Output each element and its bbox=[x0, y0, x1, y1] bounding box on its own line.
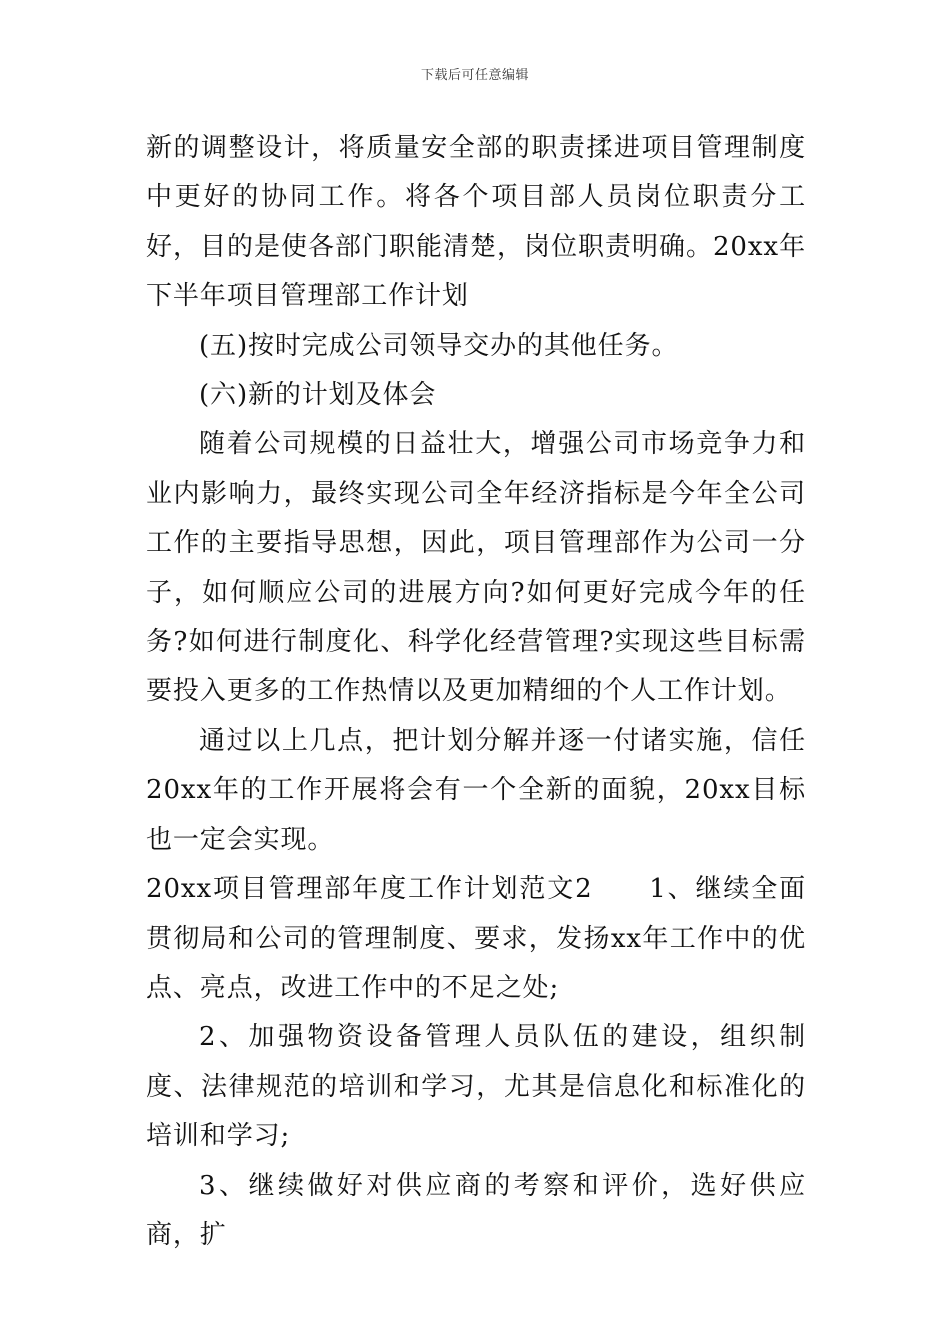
paragraph: 2、加强物资设备管理人员队伍的建设，组织制度、法律规范的培训和学习，尤其是信息化和标准化的培训和学习; bbox=[146, 1022, 806, 1152]
page-header: 下载后可任意编辑 bbox=[420, 68, 529, 83]
paragraph: 通过以上几点，把计划分解并逐一付诸实施，信任20xx年的工作开展将会有一个全新的面貌，20xx目标也一定会实现。 bbox=[146, 725, 806, 855]
paragraph: 3、继续做好对供应商的考察和评价，选好供应商，扩 bbox=[146, 1170, 806, 1250]
paragraph: (五)按时完成公司领导交办的其他任务。 bbox=[199, 330, 679, 361]
paragraph: 新的调整设计，将质量安全部的职责揉进项目管理制度中更好的协同工作。将各个项目部人员岗位职责分工好，目的是使各部门职能清楚，岗位职责明确。20xx年下半年项目管理部工作计划 bbox=[146, 133, 806, 312]
document-body bbox=[146, 124, 806, 1260]
paragraph: (六)新的计划及体会 bbox=[199, 380, 437, 411]
paragraph: 随着公司规模的日益壮大，增强公司市场竞争力和业内影响力，最终实现公司全年经济指标是今年全公司工作的主要指导思想，因此，项目管理部作为公司一分子，如何顺应公司的进展方向?如何更好完成今年的任务?如何进行制度化、科学化经营管理?实现这些目标需要投入更多的工作热情以及更加精细的个人工作计划。 bbox=[146, 429, 806, 707]
section-heading-paragraph: 20xx项目管理部年度工作计划范文2 1、继续全面贯彻局和公司的管理制度、要求，发扬xx年工作中的优点、亮点，改进工作中的不足之处; bbox=[146, 874, 806, 1003]
